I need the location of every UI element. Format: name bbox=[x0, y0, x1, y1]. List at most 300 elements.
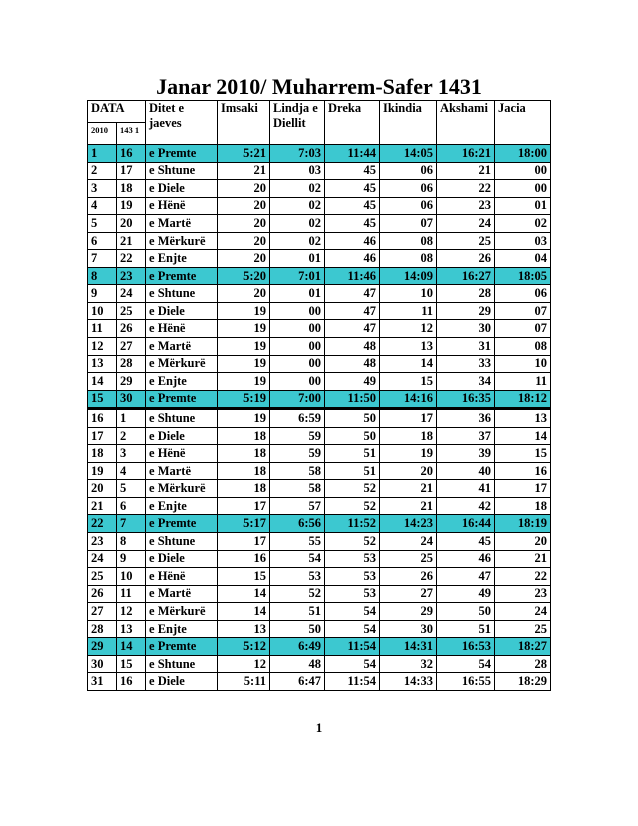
jacia-cell: 16 bbox=[495, 462, 551, 480]
table-row bbox=[88, 585, 551, 603]
dreka-cell: 11:50 bbox=[325, 390, 380, 409]
ikindia-cell: 07 bbox=[380, 215, 437, 233]
day-greg-cell: 11 bbox=[88, 320, 117, 338]
day-hijri-cell: 30 bbox=[117, 390, 146, 409]
day-greg-cell: 12 bbox=[88, 338, 117, 356]
table-row bbox=[88, 620, 551, 638]
day-greg-cell: 15 bbox=[88, 390, 117, 409]
weekday-cell: e Hënë bbox=[146, 320, 218, 338]
weekday-cell: e Hënë bbox=[146, 568, 218, 586]
lindja-cell: 58 bbox=[270, 480, 325, 498]
lindja-cell: 03 bbox=[270, 162, 325, 180]
akshami-cell: 33 bbox=[437, 355, 495, 373]
akshami-cell: 46 bbox=[437, 550, 495, 568]
lindja-cell: 02 bbox=[270, 197, 325, 215]
table-row bbox=[88, 673, 551, 691]
dreka-cell: 46 bbox=[325, 232, 380, 250]
table-row bbox=[88, 285, 551, 303]
ikindia-cell: 14:16 bbox=[380, 390, 437, 409]
jacia-cell: 00 bbox=[495, 180, 551, 198]
table-row bbox=[88, 338, 551, 356]
jacia-cell: 28 bbox=[495, 655, 551, 673]
day-hijri-cell: 1 bbox=[117, 409, 146, 428]
ikindia-cell: 24 bbox=[380, 533, 437, 551]
imsaki-cell: 20 bbox=[218, 285, 270, 303]
ikindia-cell: 19 bbox=[380, 445, 437, 463]
dreka-cell: 53 bbox=[325, 568, 380, 586]
akshami-cell: 21 bbox=[437, 162, 495, 180]
akshami-cell: 16:55 bbox=[437, 673, 495, 691]
lindja-cell: 7:03 bbox=[270, 145, 325, 163]
header-akshami: Akshami bbox=[437, 101, 495, 145]
jacia-cell: 20 bbox=[495, 533, 551, 551]
day-greg-cell: 27 bbox=[88, 603, 117, 621]
table-row bbox=[88, 533, 551, 551]
day-greg-cell: 25 bbox=[88, 568, 117, 586]
jacia-cell: 04 bbox=[495, 250, 551, 268]
weekday-cell: e Martë bbox=[146, 338, 218, 356]
akshami-cell: 28 bbox=[437, 285, 495, 303]
ikindia-cell: 15 bbox=[380, 373, 437, 391]
table-row bbox=[88, 603, 551, 621]
lindja-cell: 02 bbox=[270, 215, 325, 233]
imsaki-cell: 13 bbox=[218, 620, 270, 638]
ikindia-cell: 10 bbox=[380, 285, 437, 303]
header-jacia: Jacia bbox=[495, 101, 551, 145]
imsaki-cell: 15 bbox=[218, 568, 270, 586]
day-greg-cell: 17 bbox=[88, 427, 117, 445]
day-greg-cell: 28 bbox=[88, 620, 117, 638]
weekday-cell: e Premte bbox=[146, 515, 218, 533]
table-row bbox=[88, 250, 551, 268]
dreka-cell: 53 bbox=[325, 585, 380, 603]
jacia-cell: 03 bbox=[495, 232, 551, 250]
dreka-cell: 52 bbox=[325, 480, 380, 498]
weekday-cell: e Premte bbox=[146, 390, 218, 409]
ikindia-cell: 30 bbox=[380, 620, 437, 638]
header-dreka: Dreka bbox=[325, 101, 380, 145]
imsaki-cell: 14 bbox=[218, 585, 270, 603]
day-greg-cell: 2 bbox=[88, 162, 117, 180]
imsaki-cell: 5:21 bbox=[218, 145, 270, 163]
table-body bbox=[88, 145, 551, 691]
dreka-cell: 45 bbox=[325, 180, 380, 198]
jacia-cell: 08 bbox=[495, 338, 551, 356]
weekday-cell: e Enjte bbox=[146, 250, 218, 268]
lindja-cell: 51 bbox=[270, 603, 325, 621]
ikindia-cell: 14:23 bbox=[380, 515, 437, 533]
akshami-cell: 51 bbox=[437, 620, 495, 638]
jacia-cell: 00 bbox=[495, 162, 551, 180]
ikindia-cell: 11 bbox=[380, 302, 437, 320]
ikindia-cell: 06 bbox=[380, 162, 437, 180]
dreka-cell: 54 bbox=[325, 655, 380, 673]
ikindia-cell: 25 bbox=[380, 550, 437, 568]
table-row bbox=[88, 320, 551, 338]
day-hijri-cell: 27 bbox=[117, 338, 146, 356]
header-year-hijri: 143 1 bbox=[117, 123, 146, 145]
dreka-cell: 52 bbox=[325, 533, 380, 551]
day-greg-cell: 30 bbox=[88, 655, 117, 673]
day-hijri-cell: 10 bbox=[117, 568, 146, 586]
weekday-cell: e Diele bbox=[146, 180, 218, 198]
dreka-cell: 52 bbox=[325, 497, 380, 515]
akshami-cell: 16:44 bbox=[437, 515, 495, 533]
day-hijri-cell: 7 bbox=[117, 515, 146, 533]
jacia-cell: 14 bbox=[495, 427, 551, 445]
akshami-cell: 16:35 bbox=[437, 390, 495, 409]
akshami-cell: 29 bbox=[437, 302, 495, 320]
ikindia-cell: 18 bbox=[380, 427, 437, 445]
jacia-cell: 18 bbox=[495, 497, 551, 515]
lindja-cell: 00 bbox=[270, 373, 325, 391]
ikindia-cell: 27 bbox=[380, 585, 437, 603]
akshami-cell: 16:27 bbox=[437, 267, 495, 285]
akshami-cell: 26 bbox=[437, 250, 495, 268]
dreka-cell: 11:54 bbox=[325, 673, 380, 691]
akshami-cell: 24 bbox=[437, 215, 495, 233]
imsaki-cell: 16 bbox=[218, 550, 270, 568]
day-hijri-cell: 29 bbox=[117, 373, 146, 391]
weekday-cell: e Premte bbox=[146, 145, 218, 163]
ikindia-cell: 13 bbox=[380, 338, 437, 356]
jacia-cell: 07 bbox=[495, 302, 551, 320]
dreka-cell: 50 bbox=[325, 427, 380, 445]
jacia-cell: 06 bbox=[495, 285, 551, 303]
table-row bbox=[88, 267, 551, 285]
day-greg-cell: 6 bbox=[88, 232, 117, 250]
jacia-cell: 18:19 bbox=[495, 515, 551, 533]
akshami-cell: 23 bbox=[437, 197, 495, 215]
day-greg-cell: 19 bbox=[88, 462, 117, 480]
day-hijri-cell: 15 bbox=[117, 655, 146, 673]
imsaki-cell: 19 bbox=[218, 338, 270, 356]
imsaki-cell: 5:17 bbox=[218, 515, 270, 533]
imsaki-cell: 19 bbox=[218, 302, 270, 320]
day-hijri-cell: 20 bbox=[117, 215, 146, 233]
table-row bbox=[88, 480, 551, 498]
day-hijri-cell: 21 bbox=[117, 232, 146, 250]
weekday-cell: e Diele bbox=[146, 302, 218, 320]
day-hijri-cell: 6 bbox=[117, 497, 146, 515]
dreka-cell: 46 bbox=[325, 250, 380, 268]
table-row bbox=[88, 197, 551, 215]
jacia-cell: 10 bbox=[495, 355, 551, 373]
imsaki-cell: 18 bbox=[218, 445, 270, 463]
day-greg-cell: 21 bbox=[88, 497, 117, 515]
lindja-cell: 7:00 bbox=[270, 390, 325, 409]
akshami-cell: 50 bbox=[437, 603, 495, 621]
dreka-cell: 11:44 bbox=[325, 145, 380, 163]
jacia-cell: 07 bbox=[495, 320, 551, 338]
jacia-cell: 18:12 bbox=[495, 390, 551, 409]
akshami-cell: 37 bbox=[437, 427, 495, 445]
ikindia-cell: 14 bbox=[380, 355, 437, 373]
day-hijri-cell: 17 bbox=[117, 162, 146, 180]
dreka-cell: 45 bbox=[325, 215, 380, 233]
jacia-cell: 01 bbox=[495, 197, 551, 215]
ikindia-cell: 06 bbox=[380, 180, 437, 198]
day-hijri-cell: 19 bbox=[117, 197, 146, 215]
table-row bbox=[88, 145, 551, 163]
day-hijri-cell: 22 bbox=[117, 250, 146, 268]
day-greg-cell: 26 bbox=[88, 585, 117, 603]
akshami-cell: 34 bbox=[437, 373, 495, 391]
lindja-cell: 7:01 bbox=[270, 267, 325, 285]
akshami-cell: 16:21 bbox=[437, 145, 495, 163]
lindja-cell: 00 bbox=[270, 320, 325, 338]
jacia-cell: 15 bbox=[495, 445, 551, 463]
day-greg-cell: 20 bbox=[88, 480, 117, 498]
lindja-cell: 00 bbox=[270, 338, 325, 356]
table-row bbox=[88, 445, 551, 463]
day-hijri-cell: 11 bbox=[117, 585, 146, 603]
ikindia-cell: 26 bbox=[380, 568, 437, 586]
lindja-cell: 50 bbox=[270, 620, 325, 638]
imsaki-cell: 5:20 bbox=[218, 267, 270, 285]
lindja-cell: 6:56 bbox=[270, 515, 325, 533]
dreka-cell: 54 bbox=[325, 603, 380, 621]
akshami-cell: 49 bbox=[437, 585, 495, 603]
ikindia-cell: 14:31 bbox=[380, 638, 437, 656]
day-hijri-cell: 24 bbox=[117, 285, 146, 303]
dreka-cell: 54 bbox=[325, 620, 380, 638]
dreka-cell: 45 bbox=[325, 162, 380, 180]
lindja-cell: 55 bbox=[270, 533, 325, 551]
weekday-cell: e Hënë bbox=[146, 197, 218, 215]
day-greg-cell: 1 bbox=[88, 145, 117, 163]
table-row bbox=[88, 373, 551, 391]
imsaki-cell: 5:19 bbox=[218, 390, 270, 409]
header-year-gregorian: 2010 bbox=[88, 123, 117, 145]
jacia-cell: 24 bbox=[495, 603, 551, 621]
weekday-cell: e Shtune bbox=[146, 162, 218, 180]
weekday-cell: e Shtune bbox=[146, 409, 218, 428]
lindja-cell: 48 bbox=[270, 655, 325, 673]
ikindia-cell: 14:05 bbox=[380, 145, 437, 163]
weekday-cell: e Shtune bbox=[146, 533, 218, 551]
weekday-cell: e Shtune bbox=[146, 285, 218, 303]
ikindia-cell: 32 bbox=[380, 655, 437, 673]
day-hijri-cell: 9 bbox=[117, 550, 146, 568]
dreka-cell: 51 bbox=[325, 462, 380, 480]
ikindia-cell: 20 bbox=[380, 462, 437, 480]
weekday-cell: e Mërkurë bbox=[146, 355, 218, 373]
jacia-cell: 18:05 bbox=[495, 267, 551, 285]
day-greg-cell: 3 bbox=[88, 180, 117, 198]
akshami-cell: 36 bbox=[437, 409, 495, 428]
lindja-cell: 59 bbox=[270, 445, 325, 463]
day-hijri-cell: 2 bbox=[117, 427, 146, 445]
lindja-cell: 57 bbox=[270, 497, 325, 515]
weekday-cell: e Enjte bbox=[146, 620, 218, 638]
imsaki-cell: 19 bbox=[218, 409, 270, 428]
dreka-cell: 53 bbox=[325, 550, 380, 568]
day-greg-cell: 16 bbox=[88, 409, 117, 428]
dreka-cell: 48 bbox=[325, 338, 380, 356]
lindja-cell: 02 bbox=[270, 180, 325, 198]
lindja-cell: 01 bbox=[270, 250, 325, 268]
dreka-cell: 47 bbox=[325, 302, 380, 320]
day-hijri-cell: 16 bbox=[117, 673, 146, 691]
jacia-cell: 21 bbox=[495, 550, 551, 568]
day-greg-cell: 10 bbox=[88, 302, 117, 320]
weekday-cell: e Mërkurë bbox=[146, 603, 218, 621]
jacia-cell: 13 bbox=[495, 409, 551, 428]
ikindia-cell: 08 bbox=[380, 232, 437, 250]
akshami-cell: 22 bbox=[437, 180, 495, 198]
jacia-cell: 17 bbox=[495, 480, 551, 498]
day-hijri-cell: 5 bbox=[117, 480, 146, 498]
lindja-cell: 6:49 bbox=[270, 638, 325, 656]
day-greg-cell: 5 bbox=[88, 215, 117, 233]
table-row bbox=[88, 462, 551, 480]
imsaki-cell: 19 bbox=[218, 355, 270, 373]
weekday-cell: e Diele bbox=[146, 673, 218, 691]
ikindia-cell: 21 bbox=[380, 497, 437, 515]
lindja-cell: 58 bbox=[270, 462, 325, 480]
day-greg-cell: 7 bbox=[88, 250, 117, 268]
ikindia-cell: 14:09 bbox=[380, 267, 437, 285]
akshami-cell: 42 bbox=[437, 497, 495, 515]
jacia-cell: 22 bbox=[495, 568, 551, 586]
dreka-cell: 47 bbox=[325, 320, 380, 338]
table-row bbox=[88, 427, 551, 445]
table-row bbox=[88, 497, 551, 515]
page-number: 1 bbox=[315, 720, 323, 735]
imsaki-cell: 19 bbox=[218, 373, 270, 391]
lindja-cell: 59 bbox=[270, 427, 325, 445]
day-greg-cell: 23 bbox=[88, 533, 117, 551]
ikindia-cell: 17 bbox=[380, 409, 437, 428]
weekday-cell: e Premte bbox=[146, 638, 218, 656]
jacia-cell: 18:27 bbox=[495, 638, 551, 656]
akshami-cell: 30 bbox=[437, 320, 495, 338]
weekday-cell: e Martë bbox=[146, 585, 218, 603]
prayer-times-table bbox=[87, 100, 551, 691]
akshami-cell: 47 bbox=[437, 568, 495, 586]
jacia-cell: 18:00 bbox=[495, 145, 551, 163]
lindja-cell: 54 bbox=[270, 550, 325, 568]
imsaki-cell: 12 bbox=[218, 655, 270, 673]
imsaki-cell: 21 bbox=[218, 162, 270, 180]
day-hijri-cell: 3 bbox=[117, 445, 146, 463]
jacia-cell: 25 bbox=[495, 620, 551, 638]
header-imsaki: Imsaki bbox=[218, 101, 270, 145]
akshami-cell: 31 bbox=[437, 338, 495, 356]
dreka-cell: 49 bbox=[325, 373, 380, 391]
dreka-cell: 48 bbox=[325, 355, 380, 373]
dreka-cell: 11:46 bbox=[325, 267, 380, 285]
lindja-cell: 6:47 bbox=[270, 673, 325, 691]
akshami-cell: 41 bbox=[437, 480, 495, 498]
dreka-cell: 47 bbox=[325, 285, 380, 303]
dreka-cell: 11:54 bbox=[325, 638, 380, 656]
lindja-cell: 01 bbox=[270, 285, 325, 303]
ikindia-cell: 08 bbox=[380, 250, 437, 268]
weekday-cell: e Mërkurë bbox=[146, 480, 218, 498]
lindja-cell: 02 bbox=[270, 232, 325, 250]
dreka-cell: 45 bbox=[325, 197, 380, 215]
day-greg-cell: 9 bbox=[88, 285, 117, 303]
table-row bbox=[88, 180, 551, 198]
imsaki-cell: 20 bbox=[218, 215, 270, 233]
jacia-cell: 18:29 bbox=[495, 673, 551, 691]
table-row bbox=[88, 550, 551, 568]
day-greg-cell: 22 bbox=[88, 515, 117, 533]
imsaki-cell: 18 bbox=[218, 480, 270, 498]
imsaki-cell: 17 bbox=[218, 497, 270, 515]
ikindia-cell: 12 bbox=[380, 320, 437, 338]
weekday-cell: e Martë bbox=[146, 462, 218, 480]
jacia-cell: 11 bbox=[495, 373, 551, 391]
imsaki-cell: 19 bbox=[218, 320, 270, 338]
day-greg-cell: 4 bbox=[88, 197, 117, 215]
imsaki-cell: 5:12 bbox=[218, 638, 270, 656]
table-row bbox=[88, 409, 551, 428]
day-hijri-cell: 26 bbox=[117, 320, 146, 338]
day-greg-cell: 13 bbox=[88, 355, 117, 373]
day-hijri-cell: 16 bbox=[117, 145, 146, 163]
day-greg-cell: 18 bbox=[88, 445, 117, 463]
imsaki-cell: 5:11 bbox=[218, 673, 270, 691]
akshami-cell: 39 bbox=[437, 445, 495, 463]
day-greg-cell: 8 bbox=[88, 267, 117, 285]
table-row bbox=[88, 655, 551, 673]
day-hijri-cell: 8 bbox=[117, 533, 146, 551]
table-row bbox=[88, 390, 551, 409]
table-row bbox=[88, 355, 551, 373]
table-row bbox=[88, 568, 551, 586]
day-greg-cell: 31 bbox=[88, 673, 117, 691]
weekday-cell: e Premte bbox=[146, 267, 218, 285]
imsaki-cell: 20 bbox=[218, 180, 270, 198]
lindja-cell: 52 bbox=[270, 585, 325, 603]
imsaki-cell: 20 bbox=[218, 197, 270, 215]
table-row bbox=[88, 638, 551, 656]
table-row bbox=[88, 302, 551, 320]
weekday-cell: e Mërkurë bbox=[146, 232, 218, 250]
day-hijri-cell: 28 bbox=[117, 355, 146, 373]
weekday-cell: e Hënë bbox=[146, 445, 218, 463]
day-hijri-cell: 13 bbox=[117, 620, 146, 638]
imsaki-cell: 20 bbox=[218, 250, 270, 268]
dreka-cell: 51 bbox=[325, 445, 380, 463]
day-greg-cell: 24 bbox=[88, 550, 117, 568]
header-data: DATA bbox=[88, 101, 146, 123]
day-hijri-cell: 4 bbox=[117, 462, 146, 480]
imsaki-cell: 14 bbox=[218, 603, 270, 621]
ikindia-cell: 14:33 bbox=[380, 673, 437, 691]
day-hijri-cell: 12 bbox=[117, 603, 146, 621]
table-row bbox=[88, 215, 551, 233]
weekday-cell: e Enjte bbox=[146, 497, 218, 515]
header-ditet: Ditet e jaeves bbox=[146, 101, 218, 145]
table-row bbox=[88, 515, 551, 533]
imsaki-cell: 17 bbox=[218, 533, 270, 551]
day-hijri-cell: 25 bbox=[117, 302, 146, 320]
table-row bbox=[88, 162, 551, 180]
lindja-cell: 00 bbox=[270, 302, 325, 320]
dreka-cell: 50 bbox=[325, 409, 380, 428]
akshami-cell: 45 bbox=[437, 533, 495, 551]
imsaki-cell: 18 bbox=[218, 427, 270, 445]
akshami-cell: 25 bbox=[437, 232, 495, 250]
jacia-cell: 02 bbox=[495, 215, 551, 233]
weekday-cell: e Diele bbox=[146, 550, 218, 568]
table-row bbox=[88, 232, 551, 250]
weekday-cell: e Enjte bbox=[146, 373, 218, 391]
